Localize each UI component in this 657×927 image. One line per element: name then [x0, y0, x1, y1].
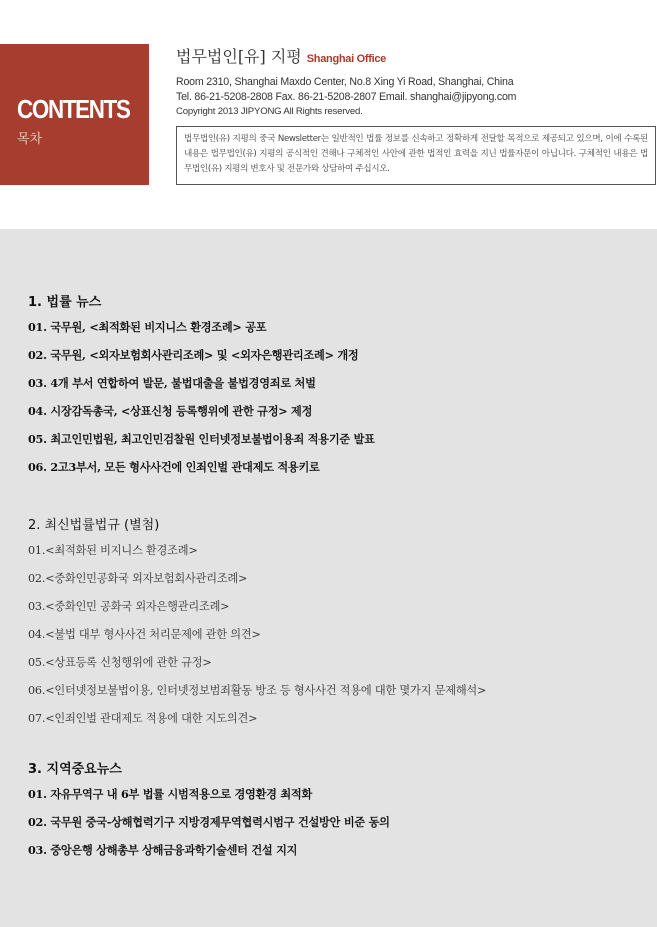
- office-name: Shanghai Office: [306, 53, 387, 65]
- list-item: 04.<불법 대부 형사사건 처리문제에 관한 의견>: [28, 628, 261, 641]
- list-item: 01.<최적화된 비지니스 환경조례>: [28, 544, 198, 557]
- list-item: 07.<인죄인벌 관대제도 적용에 대한 지도의견>: [28, 712, 258, 725]
- section-title-latest-laws: 2. 최신법률법규 (별첨): [28, 518, 160, 533]
- firm-name-line: [176, 44, 386, 67]
- newsletter-header: [0, 0, 657, 229]
- section-title-legal-news: 1. 법률 뉴스: [28, 295, 102, 310]
- list-item: 04. 시장감독총국, <상표신청 등록행위에 관한 규정> 제정: [28, 404, 313, 418]
- list-item: 03. 4개 부서 연합하여 발문, 불법대출을 불법경영죄로 처벌: [28, 376, 316, 390]
- list-item: 06. 2고3부서, 모든 형사사건에 인죄인벌 관대제도 적용키로: [28, 460, 320, 474]
- disclaimer-box: 법무법인(유) 지평의 중국 Newsletter는 일반적인 법률 정보를 신속하고 정확하게 전달할 목적으로 제공되고 있으며, 이에 수록된 내용은 법무법인(유) 지평의 공식적인 견해나 구체적인 사안에 관한 법적인 효력을 지닌 법률자문이 아닙니다. 구체적인 내용은 법무법인(유) 지평의 변호사 및 전문가와 상담하여 주십시오.: [176, 126, 656, 185]
- list-item: 05.<상표등록 신청행위에 관한 규정>: [28, 656, 212, 669]
- list-item: 02. 국무원 중국-상해협력기구 지방경제무역협력시범구 건설방안 비준 동의: [28, 815, 390, 829]
- contents-subtitle: 목차: [17, 132, 43, 147]
- copyright: Copyright 2013 JIPYONG All Rights reserved.: [176, 106, 363, 117]
- list-item: 06.<인터넷정보불법이용, 인터넷정보범죄활동 방조 등 형사사건 적용에 대한 몇가지 문제해석>: [28, 684, 487, 697]
- address: Room 2310, Shanghai Maxdo Center, No.8 Xing Yi Road, Shanghai, China: [176, 76, 514, 88]
- list-item: 01. 국무원, <최적화된 비지니스 환경조례> 공포: [28, 320, 267, 334]
- list-item: 02. 국무원, <외자보험회사관리조례> 및 <외자은행관리조례> 개정: [28, 348, 359, 362]
- section-title-regional-news: 3. 지역중요뉴스: [28, 762, 122, 777]
- list-item: 02.<중화인민공화국 외자보험회사관리조례>: [28, 572, 248, 585]
- contact-info: Tel. 86-21-5208-2808 Fax. 86-21-5208-2807 Email. shanghai@jipyong.com: [176, 91, 517, 103]
- list-item: 03. 중앙은행 상해총부 상해금융과학기술센터 건설 지지: [28, 843, 298, 857]
- contents-banner: [0, 44, 149, 185]
- firm-name: 법무법인[유] 지평: [176, 47, 302, 66]
- list-item: 05. 최고인민법원, 최고인민검찰원 인터넷정보불법이용죄 적용기준 발표: [28, 432, 375, 446]
- contents-title: CONTENTS: [17, 94, 130, 124]
- list-item: 01. 자유무역구 내 6부 법률 시범적용으로 경영환경 최적화: [28, 787, 313, 801]
- list-item: 03.<중화인민 공화국 외자은행관리조례>: [28, 600, 230, 613]
